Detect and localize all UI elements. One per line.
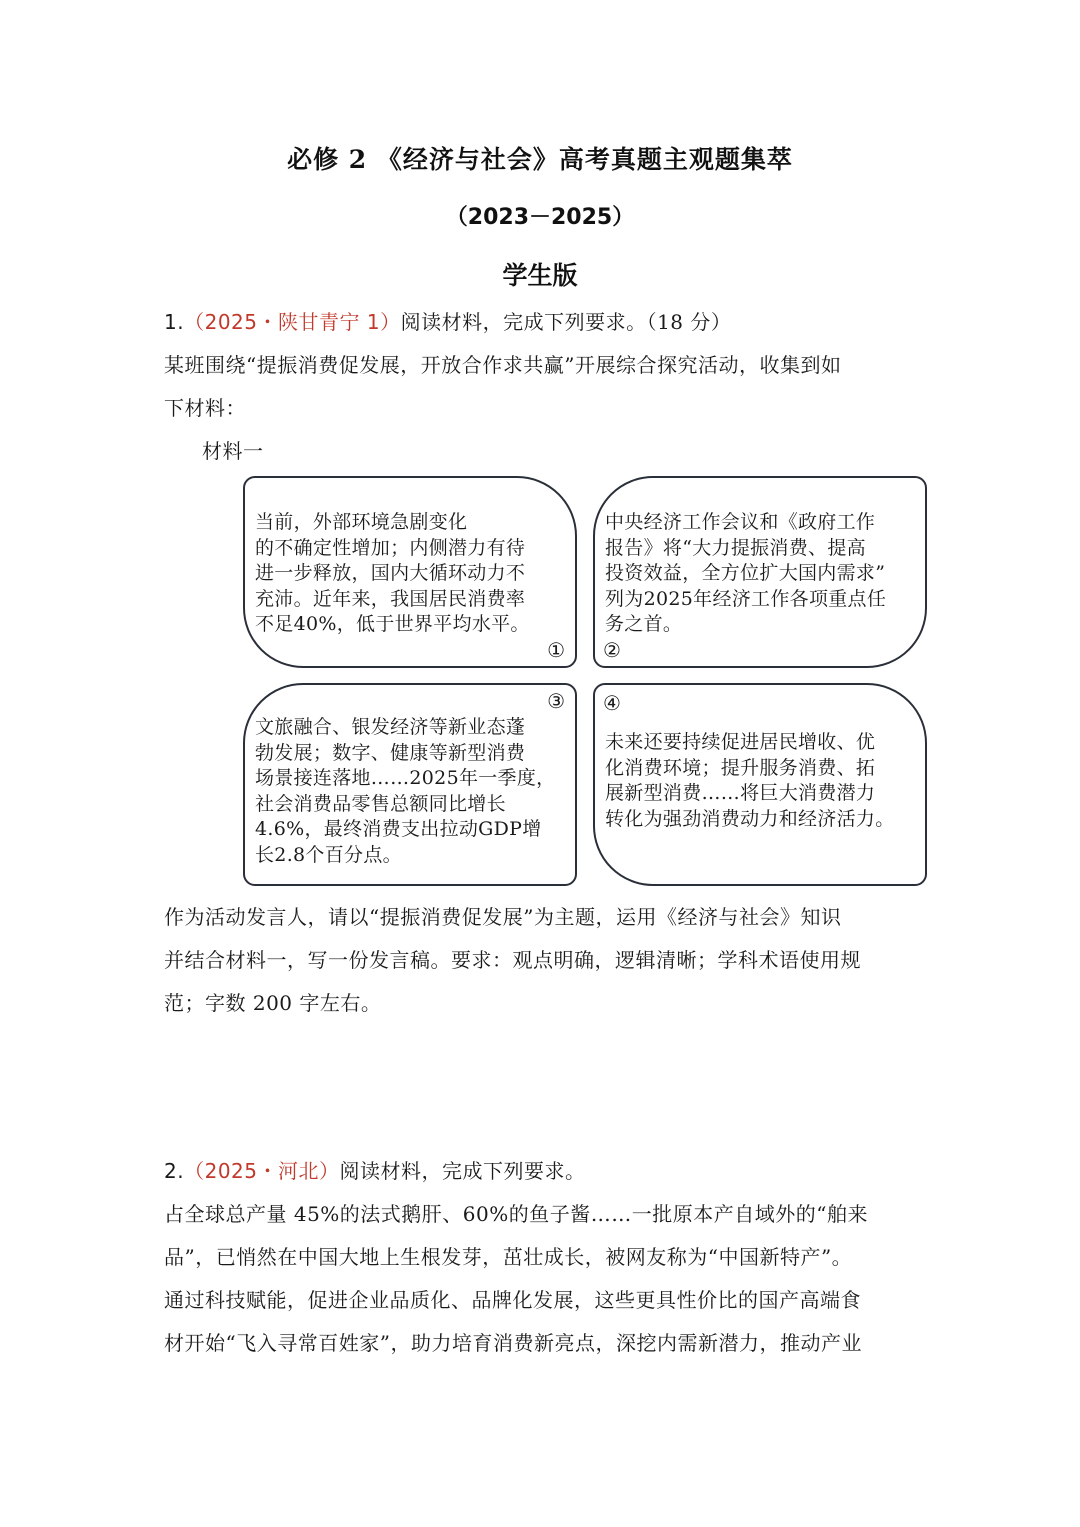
q2-line-2: 品”，已悄然在中国大地上生根发芽，茁壮成长，被网友称为“中国新特产”。: [164, 1245, 853, 1269]
q1-task-line-1: 作为活动发言人，请以“提振消费促发展”为主题，运用《经济与社会》知识: [164, 905, 842, 929]
q2-line-4: 材开始“飞入寻常百姓家”，助力培育消费新亮点，深挖内需新潜力，推动产业: [164, 1331, 862, 1355]
material-box-3-marker: ③: [547, 689, 565, 713]
material-box-4-marker: ④: [603, 691, 621, 715]
q1-task-line-2: 并结合材料一，写一份发言稿。要求：观点明确，逻辑清晰；学科术语使用规: [164, 948, 861, 972]
material-box-4-text: 未来还要持续促进居民增收、优 化消费环境；提升服务消费、拓 展新型消费……将巨大消费潜力 转化为强劲消费动力和经济活力。: [605, 731, 895, 830]
q1-heading: [164, 308, 731, 336]
q2-line-3: 通过科技赋能，促进企业品质化、品牌化发展，这些更具性价比的国产高端食: [164, 1288, 861, 1312]
material-box-2: [593, 476, 927, 668]
q2-prompt: 阅读材料，完成下列要求。: [339, 1159, 586, 1183]
material-box-1: [243, 476, 577, 668]
q2-heading: [164, 1157, 586, 1185]
document-title: 必修 2 《经济与社会》高考真题主观题集萃: [287, 145, 793, 174]
document-edition: 学生版: [502, 261, 578, 290]
q1-prompt: 阅读材料，完成下列要求。（18 分）: [400, 310, 732, 334]
q1-intro-line-2: 下材料：: [164, 396, 246, 420]
material-box-4: [593, 683, 927, 886]
q1-source: （2025・陕甘青宁 1）: [184, 310, 401, 334]
material-box-1-text: 当前，外部环境急剧变化 的不确定性增加；内侧潜力有待 进一步释放，国内大循环动力不 充沛。近年来，我国居民消费率 不足40%，低于世界平均水平。: [255, 511, 530, 635]
q2-line-1: 占全球总产量 45%的法式鹅肝、60%的鱼子酱……一批原本产自域外的“舶来: [164, 1202, 868, 1226]
material-box-3: [243, 683, 577, 886]
material-box-3-text: 文旅融合、银发经济等新业态蓬 勃发展；数字、健康等新型消费 场景接连落地……2025年一季度， 社会消费品零售总额同比增长 4.6%，最终消费支出拉动GDP增 长2.8个百分点。: [255, 716, 556, 866]
q2-number: 2.: [164, 1159, 185, 1183]
material-box-2-marker: ②: [603, 638, 621, 662]
q1-material-label: 材料一: [202, 439, 264, 463]
q1-task-line-3: 范；字数 200 字左右。: [164, 991, 382, 1015]
document-years: （2023－2025）: [445, 205, 635, 230]
q1-intro-line-1: 某班围绕“提振消费促发展，开放合作求共赢”开展综合探究活动，收集到如: [164, 353, 842, 377]
q1-number: 1.: [164, 310, 185, 334]
material-box-1-marker: ①: [547, 638, 565, 662]
q2-source: （2025・河北）: [184, 1159, 340, 1183]
material-box-2-text: 中央经济工作会议和《政府工作 报告》将“大力提振消费、提高 投资效益，全方位扩大国内需求” 列为2025年经济工作各项重点任 务之首。: [605, 511, 887, 635]
